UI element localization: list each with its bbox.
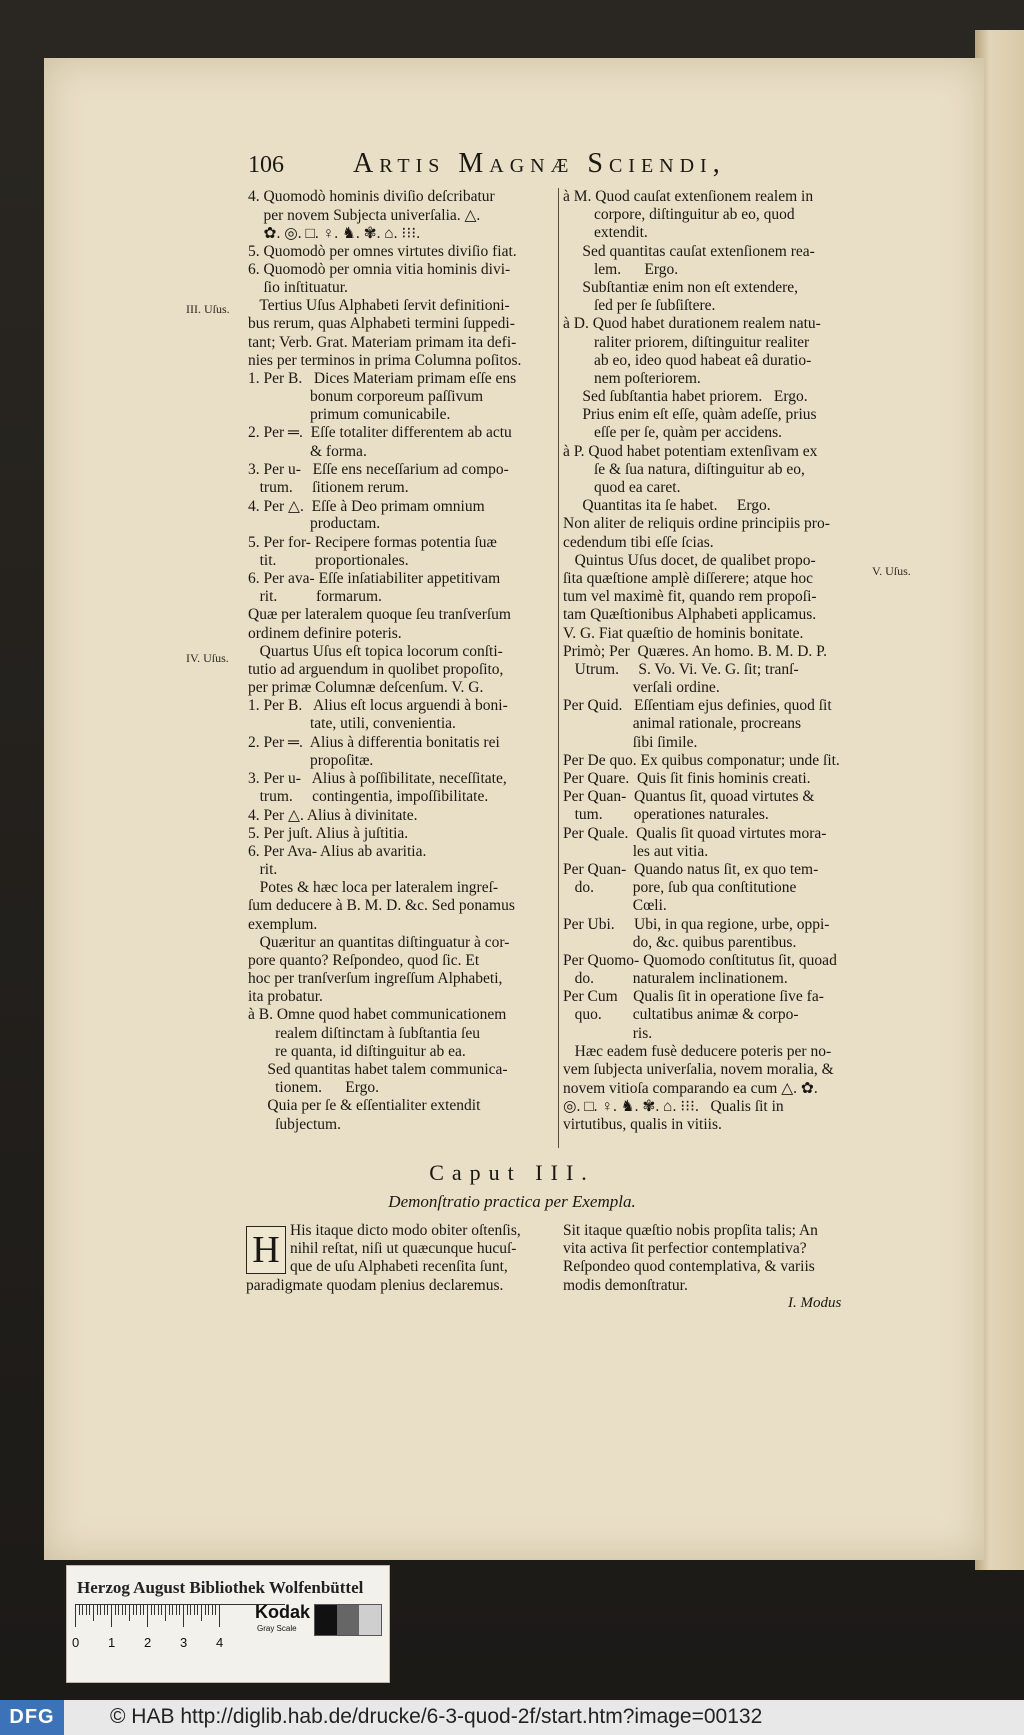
right-column-line: tam Quæſtionibus Alphabeti applicamus. [563, 606, 817, 624]
left-column-line: per primæ Columnæ deſcenſum. V. G. [248, 679, 484, 697]
right-column-line: Per Cum Qualis ſit in operatione ſive fa- [563, 988, 824, 1006]
left-column-line: hoc per tranſverſum ingreſſum Alphabeti, [248, 970, 503, 988]
right-column-line: extendit. [563, 224, 648, 242]
ruler-tick [125, 1605, 126, 1615]
right-column-line: novem vitioſa comparando ea cum △. ✿. [563, 1080, 818, 1098]
right-column-line: cedendum tibi eſſe ſcias. [563, 533, 714, 551]
right-column-line: animal rationale, procreans [563, 715, 802, 733]
bottom-right-paragraph [563, 1222, 866, 1295]
left-column-line: 6. Per ava- Eſſe inſatiabiliter appetitivam [248, 569, 501, 587]
right-column-line: ſed per ſe ſubſiſtere. [563, 297, 716, 315]
ruler-tick [158, 1605, 159, 1615]
page-number: 106 [248, 152, 284, 178]
right-column-line: virtutibus, qualis in vitiis. [563, 1115, 722, 1133]
left-column-line: realem diſtinctam à ſubſtantia ſeu [248, 1024, 480, 1042]
left-column-line: 5. Per juſt. Alius à juſtitia. [248, 824, 409, 842]
left-column-line: 5. Quomodò per omnes virtutes diviſio fiat. [248, 242, 517, 260]
ruler-tick [129, 1605, 130, 1621]
left-column-line: 2. Per ═. Eſſe totaliter differentem ab actu [248, 424, 512, 442]
ruler-tick [136, 1605, 137, 1615]
left-column-line: 1. Per B. Dices Materiam primam eſſe ens [248, 369, 517, 387]
chapter-subtitle: Demonſtratio practica per Exempla. [388, 1192, 636, 1211]
column-divider [558, 188, 559, 1148]
ruler-tick [165, 1605, 166, 1621]
ruler-tick [169, 1605, 170, 1615]
gray-patch-light [359, 1605, 381, 1635]
right-column-line: raliter priorem, diſtinguitur realiter [563, 333, 810, 351]
library-name: Herzog August Bibliothek Wolfenbüttel [77, 1578, 364, 1597]
right-column-line: Quantitas ita ſe habet. Ergo. [563, 497, 771, 515]
left-column-line: Sed quantitas habet talem communica- [248, 1061, 508, 1078]
ruler-tick [104, 1605, 105, 1615]
left-column-line: propoſitæ. [248, 751, 374, 769]
right-column-line: Per Quan- Quantus ſit, quoad virtutes & [563, 788, 815, 806]
gray-scale-label: Gray Scale [257, 1624, 297, 1633]
right-column-line: tum. operationes naturales. [563, 806, 769, 824]
bottom-right-line: Sit itaque quæſtio nobis propſita talis; An [563, 1222, 818, 1239]
left-column-line: tutio ad arguendum in quolibet propoſito, [248, 660, 504, 678]
left-column-line: Potes & hæc loca per lateralem ingreſ- [248, 879, 499, 897]
right-column-line: lem. Ergo. [563, 260, 679, 278]
ruler-tick [107, 1605, 108, 1615]
right-column-line: Per Quan- Quando natus ſit, ex quo tem- [563, 860, 819, 878]
right-column [563, 188, 866, 1134]
left-column-line: pore quanto? Reſpondeo, quod ſic. Et [248, 951, 480, 969]
ruler-tick [143, 1605, 144, 1615]
gray-patch-mid [337, 1605, 359, 1635]
right-column-line: Hæc eadem fusè deducere poteris per no- [563, 1042, 832, 1060]
right-column-line: Per De quo. Ex quibus componatur; unde ſit. [563, 751, 840, 769]
bottom-left-line: que de uſu Alphabeti recenſita ſunt, [290, 1258, 508, 1276]
right-column-line: quod ea caret. [563, 479, 681, 496]
bottom-left-line: paradigmate quodam plenius declaremus. [246, 1276, 504, 1294]
ruler-tick [147, 1605, 148, 1627]
left-column-line: ſubjectum. [248, 1115, 341, 1133]
right-column-line: ◎. □. ♀. ♞. ✾. ⌂. ⁝⁝⁝. Qualis ſit in [563, 1098, 784, 1116]
ruler-tick [194, 1605, 195, 1615]
left-column-line: ✿. ◎. □. ♀. ♞. ✾. ⌂. ⁝⁝⁝. [248, 225, 421, 243]
measurement-ruler [72, 1604, 285, 1650]
ruler-tick [212, 1605, 213, 1615]
right-column-line: Primò; Per Quæres. An homo. B. M. D. P. [563, 642, 827, 660]
left-column-line: per novem Subjecta univerſalia. △. [248, 207, 481, 225]
running-title: Artis Magnæ Sciendi, [353, 148, 726, 179]
right-column-line: Per Quare. Quis ſit finis hominis creati. [563, 770, 811, 787]
ruler-tick [79, 1605, 80, 1615]
right-column-line: do. pore, ſub qua conſtitutione [563, 879, 797, 897]
ruler-tick [161, 1605, 162, 1615]
catchword: I. Modus [788, 1295, 842, 1311]
ruler-tick [111, 1605, 112, 1627]
right-column-line: V. G. Fiat quæſtio de hominis bonitate. [563, 624, 804, 642]
ruler-tick [82, 1605, 83, 1615]
right-column-line: verſali ordine. [563, 679, 720, 697]
ruler-tick [215, 1605, 216, 1615]
right-column-line: do, &c. quibus parentibus. [563, 933, 797, 951]
left-column-line: re quanta, id diſtinguitur ab ea. [248, 1042, 466, 1060]
left-column-line: tate, utili, convenientia. [248, 715, 456, 733]
ruler-tick [86, 1605, 87, 1615]
ruler-tick [197, 1605, 198, 1615]
left-column-line: bus rerum, quas Alphabeti termini ſuppedi- [248, 315, 515, 333]
gray-patch-black [315, 1605, 337, 1635]
right-column-line: Utrum. S. Vo. Vi. Ve. G. ſit; tranſ- [563, 660, 799, 678]
ruler-tick [93, 1605, 94, 1621]
right-column-line: Quintus Uſus docet, de qualibet propo- [563, 551, 816, 569]
library-label-card [66, 1565, 390, 1683]
ruler-tick [205, 1605, 206, 1615]
left-column-line: 6. Per Ava- Alius ab avaritia. [248, 842, 427, 860]
left-column-line: 5. Per for- Recipere formas potentia ſuæ [248, 533, 497, 551]
ruler-number: 3 [180, 1635, 188, 1650]
left-column-line: trum. contingentia, impoſſibilitate. [248, 788, 489, 806]
right-column-line: à P. Quod habet potentiam extenſivam ex [563, 442, 818, 460]
ruler-number: 1 [108, 1635, 116, 1650]
left-column-line: Tertius Uſus Alphabeti ſervit definitioni- [248, 297, 510, 315]
left-column-line: 4. Quomodò hominis diviſio deſcribatur [248, 188, 495, 205]
right-column-line: Per Quid. Eſſentiam ejus definies, quod ſit [563, 697, 832, 715]
left-column-line: 4. Per △. Eſſe à Deo primam omnium [248, 498, 485, 516]
right-column-line: Per Quale. Qualis ſit quoad virtutes mora- [563, 824, 827, 842]
ruler-tick [115, 1605, 116, 1615]
left-column-line: ſio inſtituatur. [248, 278, 348, 296]
right-column-line: Sed quantitas cauſat extenſionem rea- [563, 242, 815, 260]
ruler-tick [122, 1605, 123, 1615]
bottom-left-line: nihil reſtat, niſi ut quæcunque hucuſ- [290, 1240, 517, 1258]
right-column-line: à D. Quod habet durationem realem natu- [563, 315, 821, 333]
left-column-line: 2. Per ═. Alius à differentia bonitatis rei [248, 733, 500, 751]
left-column-line: bonum corporeum paſſivum [248, 388, 484, 406]
right-column-line: tum vel maximè fit, quando rem propoſi- [563, 588, 817, 606]
left-column-line: rit. formarum. [248, 588, 382, 606]
left-column [248, 188, 553, 1134]
ruler-tick [133, 1605, 134, 1615]
right-column-line: ſibi ſimile. [563, 733, 698, 751]
right-column-line: ſita quæſtione amplè diſſerere; atque hoc [563, 569, 814, 587]
ruler-tick [219, 1605, 220, 1627]
left-column-line: primum comunicabile. [248, 406, 451, 424]
right-column-line: ab eo, ideo quod habeat eâ duratio- [563, 351, 812, 369]
left-column-line: & forma. [248, 442, 367, 460]
copyright-url-text[interactable]: © HAB http://diglib.hab.de/drucke/6-3-quod-2f/start.htm?image=00132 [110, 1705, 763, 1728]
ruler-tick [100, 1605, 101, 1615]
left-column-line: 1. Per B. Alius eſt locus arguendi à boni- [248, 697, 508, 715]
ruler-tick [89, 1605, 90, 1615]
right-column-line: ris. [563, 1024, 653, 1042]
ruler-tick [208, 1605, 209, 1615]
bottom-left-paragraph [246, 1222, 551, 1295]
ruler-tick [140, 1605, 141, 1615]
ruler-tick [190, 1605, 191, 1615]
ruler-number: 4 [216, 1635, 224, 1650]
left-column-line: 3. Per u- Alius à poſſibilitate, neceſſitate, [248, 770, 507, 787]
right-column-line: vem ſubjecta univerſalia, novem moralia, & [563, 1061, 834, 1078]
ruler-tick [179, 1605, 180, 1615]
left-column-line: 6. Quomodò per omnia vitia hominis divi- [248, 260, 511, 278]
margin-note-usus-4: IV. Uſus. [186, 651, 229, 665]
drop-cap-initial: H [246, 1226, 286, 1274]
ruler-number: 0 [72, 1635, 80, 1650]
gray-scale-patches [314, 1604, 382, 1636]
left-column-line: nies per terminos in prima Columna poſitos. [248, 351, 522, 369]
left-column-line: trum. ſitionem rerum. [248, 479, 409, 496]
right-column-line: Per Ubi. Ubi, in qua regione, urbe, oppi- [563, 915, 830, 933]
right-column-line: corpore, diſtinguitur ab eo, quod [563, 206, 795, 224]
left-column-line: Quartus Uſus eſt topica locorum conſti- [248, 642, 503, 660]
bottom-right-line: vita activa ſit perfectior contemplativa? [563, 1240, 807, 1258]
ruler-tick [172, 1605, 173, 1615]
ruler-tick [75, 1605, 76, 1627]
left-column-line: Quæritur an quantitas diſtinguatur à cor- [248, 933, 510, 951]
dfg-logo: DFG [0, 1700, 64, 1735]
right-column-line: ſe & ſua natura, diſtinguitur ab eo, [563, 460, 805, 478]
ruler-tick [201, 1605, 202, 1621]
ruler-tick [183, 1605, 184, 1627]
ruler-tick [118, 1605, 119, 1615]
left-column-line: productam. [248, 515, 381, 533]
left-column-line: Quæ per lateralem quoque ſeu tranſverſum [248, 606, 511, 624]
right-column-line: eſſe per ſe, quàm per accidens. [563, 424, 783, 442]
ruler-tick [187, 1605, 188, 1615]
right-column-line: Subſtantiæ enim non eſt extendere, [563, 278, 799, 296]
bottom-right-line: modis demonſtratur. [563, 1276, 688, 1294]
left-column-line: exemplum. [248, 915, 318, 933]
right-column-line: Per Quomo- Quomodo conſtitutus ſit, quoad [563, 951, 837, 969]
left-column-line: 4. Per △. Alius à divinitate. [248, 807, 418, 825]
left-column-line: rit. [248, 860, 278, 878]
right-column-line: à M. Quod cauſat extenſionem realem in [563, 188, 814, 205]
right-column-line: Sed ſubſtantia habet priorem. Ergo. [563, 388, 808, 406]
right-column-line: do. naturalem inclinationem. [563, 970, 788, 988]
margin-note-usus-3: III. Uſus. [186, 302, 230, 316]
right-column-line: Non aliter de reliquis ordine principiis pro- [563, 515, 830, 533]
ruler-tick [97, 1605, 98, 1615]
left-column-line: Quia per ſe & eſſentialiter extendit [248, 1097, 481, 1115]
chapter-heading: Caput III. [429, 1160, 595, 1185]
right-column-line: nem poſteriorem. [563, 369, 701, 387]
ruler-number: 2 [144, 1635, 152, 1650]
left-column-line: tionem. Ergo. [248, 1079, 380, 1097]
left-column-line: tant; Verb. Grat. Materiam primam ita defi- [248, 333, 517, 351]
ruler-tick [151, 1605, 152, 1615]
footer-bar [0, 1700, 1024, 1735]
right-column-line: les aut vitia. [563, 842, 709, 860]
right-column-line: Cœli. [563, 897, 667, 915]
margin-note-usus-5: V. Uſus. [872, 564, 911, 578]
left-column-line: ita probatur. [248, 988, 323, 1006]
left-column-line: tit. proportionales. [248, 551, 409, 569]
ruler-tick [176, 1605, 177, 1615]
left-column-line: à B. Omne quod habet communicationem [248, 1006, 507, 1024]
left-column-line: ſum deducere à B. M. D. &c. Sed ponamus [248, 897, 515, 915]
bottom-left-line: His itaque dicto modo obiter oſtenſis, [290, 1222, 521, 1239]
ruler-tick [154, 1605, 155, 1615]
bottom-right-line: Reſpondeo quod contemplativa, & variis [563, 1258, 815, 1276]
right-column-line: Prius enim eſt eſſe, quàm adeſſe, prius [563, 406, 817, 424]
right-column-line: quo. cultatibus animæ & corpo- [563, 1006, 799, 1024]
left-column-line: 3. Per u- Eſſe ens neceſſarium ad compo- [248, 460, 509, 478]
kodak-brand: Kodak [255, 1602, 311, 1622]
left-column-line: ordinem definire poteris. [248, 624, 402, 642]
